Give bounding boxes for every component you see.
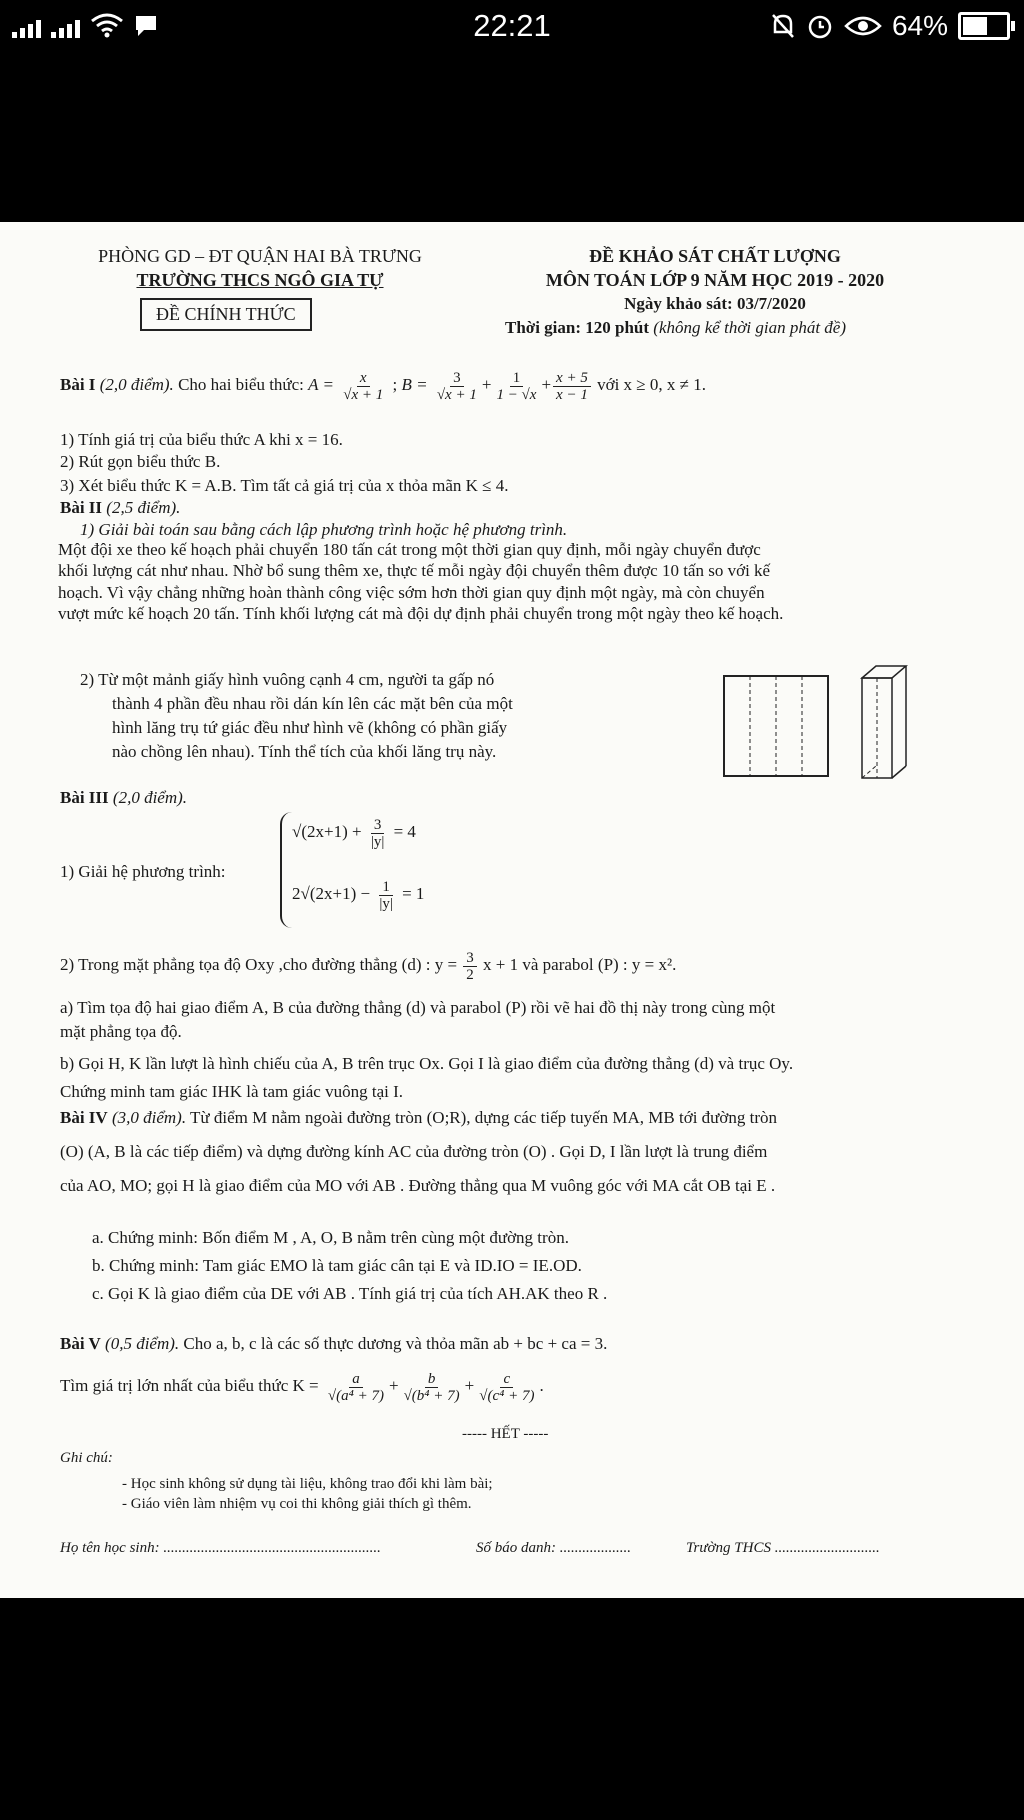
candidate-number-field: Số báo danh: ................... [476,1540,631,1556]
expr-B-label: B = [401,375,428,394]
bai2-q2-line: 2) Từ một mảnh giấy hình vuông cạnh 4 cm, người ta gấp nó [80,670,495,689]
exam-title: ĐỀ KHẢO SÁT CHẤT LƯỢNG [589,246,841,266]
bai4-item: c. Gọi K là giao điểm của DE với AB . Tính giá trị của tích AH.AK theo R . [92,1284,608,1303]
eq1-right: = 4 [393,822,416,841]
K-term3 [476,1371,537,1404]
K-term1 [325,1371,387,1404]
bai2-q2-line: nào chồng lên nhau). Tính thể tích của khối lăng trụ này. [112,742,497,761]
f3-num: c [500,1371,513,1388]
f2-num: b [425,1371,439,1388]
exam-date: Ngày khảo sát: 03/7/2020 [624,294,806,313]
bai2-title: Bài II [60,498,103,517]
eq2-num: 1 [379,879,393,896]
system-brace [280,812,292,928]
duration-text: Thời gian: 120 phút [505,318,650,337]
bai1-q3: 3) Xét biểu thức K = A.B. Tìm tất cả giá trị của x thỏa mãn K ≤ 4. [60,476,509,495]
note-line: - Học sinh không sử dụng tài liệu, không trao đổi khi làm bài; [122,1476,493,1492]
bai3-heading [60,788,187,808]
mute-icon [770,12,796,40]
duration-note: (không kể thời gian phát đề) [653,318,847,337]
bai5-points: (0,5 điểm). [105,1334,180,1353]
bai3-points: (2,0 điểm). [112,788,188,807]
bai3-qa-line: a) Tìm tọa độ hai giao điểm A, B của đường thẳng (d) và parabol (P) rồi vẽ hai đồ thị này trong cùng một [60,998,776,1017]
end-marker: ----- HẾT ----- [462,1426,549,1442]
clock: 22:21 [473,8,551,43]
exam-subject: MÔN TOÁN LỚP 9 NĂM HỌC 2019 - 2020 [545,270,885,290]
bai5-title: Bài V [60,1334,101,1353]
official-label: ĐỀ CHÍNH THỨC [140,298,312,331]
bai5-pre: Tìm giá trị lớn nhất của biểu thức K = [60,1376,319,1395]
prism-figure [860,664,908,782]
bai4-line1 [60,1108,777,1128]
f3-den: √(c⁴ + 7) [479,1387,535,1404]
bai4-item: b. Chứng minh: Tam giác EMO là tam giác cân tại E và ID.IO = IE.OD. [92,1256,582,1275]
B1-num: 3 [450,370,464,387]
A-den: √x + 1 [343,386,384,403]
note-title: Ghi chú: [60,1450,113,1466]
bai2-heading [60,498,180,518]
bai2-q1-line: hoạch. Vì vậy chẳng những hoàn thành công việc sớm hơn thời gian quy định một ngày, mà còn chuyển [58,583,765,602]
school-field: Trường THCS ............................ [686,1540,880,1556]
f2-den: √(b⁴ + 7) [403,1387,460,1404]
battery-percent: 64% [891,10,948,41]
bai3-qb-line: b) Gọi H, K lần lượt là hình chiếu của A, B trên trục Ox. Gọi I là giao điểm của đường thẳng (d) và trục Oy. [60,1054,794,1073]
f1-num: a [349,1371,363,1388]
B-term1 [434,370,480,403]
bai3-title: Bài III [60,788,109,807]
eq1-left: √(2x+1) + [292,822,362,841]
exam-duration [505,318,846,338]
paper-square-figure [722,674,830,778]
eq1-num: 3 [371,817,385,834]
eq2-frac [376,879,396,912]
bai1-q1: 1) Tính giá trị của biểu thức A khi x = 16. [60,430,343,449]
B-term2 [493,370,539,403]
bai2-q1-line: khối lượng cát như nhau. Nhờ bổ sung thêm xe, thực tế mỗi ngày đội chuyển thêm được 10 tấn so với kế [58,561,771,580]
q2-post: x + 1 và parabol (P) : y = x². [483,955,677,974]
end-dot: . [539,1376,544,1395]
expr-A-label: A = [308,375,334,394]
K-term2 [401,1371,463,1404]
expr-A [340,370,386,403]
equation-1 [292,816,416,850]
bai4-line3: của AO, MO; gọi H là giao điểm của MO với AB . Đường thẳng qua M vuông góc với MA cắt OB tại E . [60,1176,776,1195]
bai2-q2-line: thành 4 phần đều nhau rồi dán kín lên các mặt bên của một [112,694,513,713]
eq1-den: |y| [370,833,385,850]
slope-frac [463,950,477,983]
status-bar [0,0,1024,56]
bai2-q1-line: Một đội xe theo kế hoạch phải chuyển 180 tấn cát trong một thời gian quy định, mỗi ngày chuyển được [58,540,761,559]
eq2-left: 2√(2x+1) − [292,884,371,903]
bai1-condition: với x ≥ 0, x ≠ 1. [597,375,706,394]
bai2-q1-title: 1) Giải bài toán sau bằng cách lập phương trình hoặc hệ phương trình. [80,520,568,539]
dept-name: PHÒNG GD – ĐT QUẬN HAI BÀ TRƯNG [98,246,422,266]
slope-den: 2 [466,966,474,983]
q2-pre: 2) Trong mặt phẳng tọa độ Oxy ,cho đường thẳng (d) : y = [60,955,458,974]
student-name-field: Họ tên học sinh: .......................................................... [60,1540,381,1556]
alarm-icon [806,12,834,40]
bai1-statement: Bài I (2,0 điểm). Cho hai biểu thức: A = $\frac{x}{√x + 1}$ ; B = $\frac{3}{√x + 1}$ + $\frac{1}{1 - √x}$ + $\frac{x + 5}{x - 1}$ với x ≥ 0, x ≠ 1. [60,369,706,403]
bai1-q2: 2) Rút gọn biểu thức B. [60,452,221,471]
B1-den: √x + 1 [436,386,477,403]
battery-icon [958,12,1010,40]
B3-num: x + 5 [553,370,591,387]
B-term3 [553,370,591,403]
eq2-den: |y| [379,895,393,912]
B3-den: x − 1 [556,386,588,403]
bai1-intro: Cho hai biểu thức: [178,375,304,394]
f1-den: √(a⁴ + 7) [327,1387,384,1404]
bai1-title: Bài I [60,375,96,394]
status-right [770,10,1010,42]
eye-icon [844,14,882,38]
slope-num: 3 [463,950,477,967]
bai3-qb-line: Chứng minh tam giác IHK là tam giác vuông tại I. [60,1082,403,1101]
bai2-q2-line: hình lăng trụ tứ giác đều như hình vẽ (không có phần giấy [112,718,508,737]
bai4-points: (3,0 điểm). [111,1108,187,1127]
bai1-points: (2,0 điểm). [99,375,174,394]
bai5-line1 [60,1334,607,1354]
B2-num: 1 [510,370,524,387]
bai4-line2: (O) (A, B là các tiếp điểm) và dựng đường kính AC của đường tròn (O) . Gọi D, I lần lượt là trung điểm [60,1142,768,1161]
eq1-frac [368,817,388,850]
equation-2 [292,878,424,912]
bai5-expression: Tìm giá trị lớn nhất của biểu thức K = $\frac{a}{\text{√(a⁴ + 7)}}$ + $\frac{b}{\text{√(b⁴ + 7)}}$ + $\frac{c}{\text{√(c⁴ + 7)}}$ . [60,1370,544,1404]
school-name: TRƯỜNG THCS NGÔ GIA TỰ [136,270,384,290]
bai3-q2 [60,948,676,983]
bai4-item: a. Chứng minh: Bốn điểm M , A, O, B nằm trên cùng một đường tròn. [92,1228,569,1247]
bai5-text: Cho a, b, c là các số thực dương và thỏa mãn ab + bc + ca = 3. [183,1334,608,1353]
A-num: x [357,370,370,387]
bai4-text: Từ điểm M nằm ngoài đường tròn (O;R), dựng các tiếp tuyến MA, MB tới đường tròn [190,1108,778,1127]
bai3-q1-label: 1) Giải hệ phương trình: [60,862,226,881]
bai3-qa-line: mặt phẳng tọa độ. [60,1022,182,1041]
bai2-q1-line: vượt mức kế hoạch 20 tấn. Tính khối lượng cát mà đội dự định phải chuyển trong một ngày theo kế hoạch. [58,604,784,623]
eq2-right: = 1 [402,884,425,903]
bai2-points: (2,5 điểm). [106,498,181,517]
separator: ; [392,375,398,394]
bai4-title: Bài IV [60,1108,108,1127]
exam-page [0,222,1024,1598]
B2-den: 1 − √x [496,386,537,403]
note-line: - Giáo viên làm nhiệm vụ coi thi không giải thích gì thêm. [122,1496,472,1512]
